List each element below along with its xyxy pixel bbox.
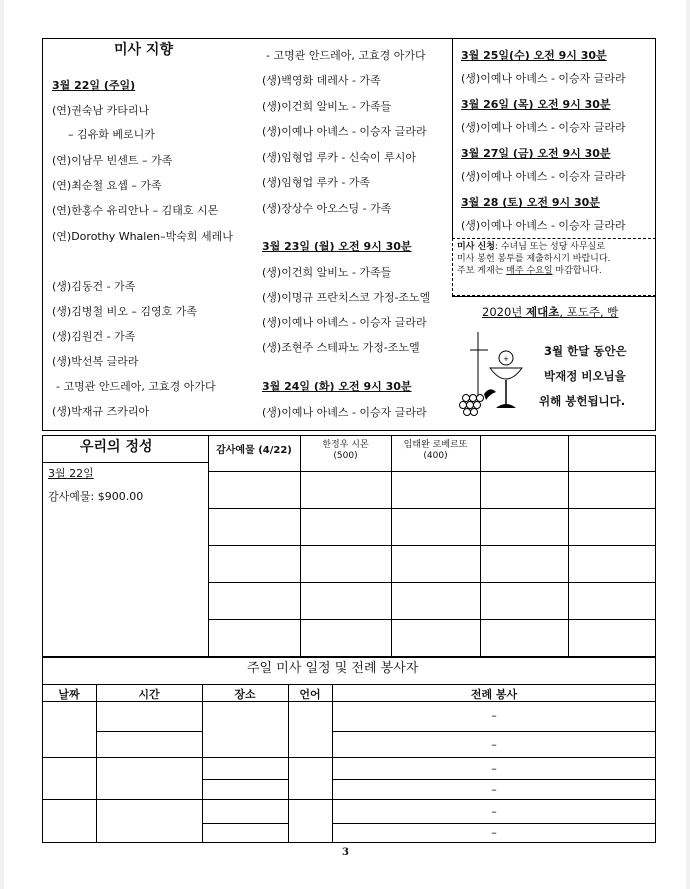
- donation-amount: 감사예물: $900.00: [48, 490, 144, 503]
- donations-title: 우리의 정성: [80, 439, 153, 455]
- mass-intention-line: (생)임형업 루카 - 신숙이 루시아: [262, 151, 417, 164]
- svg-text:+: +: [503, 355, 509, 363]
- mass-intention-line: (생)장상수 아오스딩 - 가족: [262, 202, 392, 215]
- mass-date-heading: 3월 23일 (월) 오전 9시 30분: [262, 240, 412, 253]
- mass-intention-line: (생)김원건 - 가족: [52, 330, 136, 343]
- mass-intention-line: (연)최순철 요셉 – 가족: [52, 179, 162, 192]
- schedule-header-language: 언어: [299, 688, 321, 701]
- mass-intention-line: (생)이예나 아녜스 - 이승자 글라라: [262, 406, 427, 419]
- ministry-dash: –: [491, 709, 497, 722]
- mass-intention-line: (생)박재규 즈카리아: [52, 405, 150, 418]
- ministry-dash: –: [491, 783, 497, 796]
- mass-date-heading: 3월 28 (토) 오전 9시 30분: [461, 196, 600, 209]
- mass-date-heading: 3월 24일 (화) 오전 9시 30분: [262, 380, 412, 393]
- donations-section: [42, 435, 656, 657]
- mass-intention-line: (생)이명규 프란치스코 가정-조노엘: [262, 291, 431, 304]
- mass-intention-line: (연)Dorothy Whalen–박숙희 세레나: [52, 230, 233, 243]
- mass-intention-line: (생)조현주 스테파노 가정-조노엘: [262, 341, 420, 354]
- offering-line-1: 3월 한달 동안은: [544, 344, 627, 358]
- mass-intention-line: - 고명관 안드레아, 고효경 아가다: [56, 380, 216, 393]
- mass-request-notice: 미사 신청: 수녀님 또는 성당 사무실로 미사 봉헌 봉투를 제출하시기 바랍니다. 주보 게재는 매주 수요일 마감합니다.: [452, 238, 656, 296]
- mass-intention-line: (생)이건희 알비노 - 가족들: [262, 266, 392, 279]
- mass-intention-line: (생)박선복 글라라: [52, 355, 139, 368]
- mass-intention-line: (생)이예나 아녜스 - 이승자 글라라: [461, 121, 626, 134]
- ministry-dash: –: [491, 826, 497, 839]
- mass-intention-line: (생)이예나 아녜스 - 이승자 글라라: [262, 125, 427, 138]
- offering-line-3: 위해 봉헌됩니다.: [539, 394, 626, 408]
- ministry-dash: –: [491, 762, 497, 775]
- mass-date-heading: 3월 22일 (주일): [52, 79, 136, 92]
- mass-intention-line: (생)임형업 루카 - 가족: [262, 176, 371, 189]
- mass-date-heading: 3월 25일(수) 오전 9시 30분: [461, 49, 607, 62]
- schedule-title: 주일 미사 일정 및 전례 봉사자: [247, 661, 419, 676]
- mass-intention-line: (연)권숙남 카타리나: [52, 104, 150, 117]
- mass-intention-line: (생)김동건 - 가족: [52, 280, 136, 293]
- mass-intention-line: (연)이남무 빈센트 – 가족: [52, 154, 173, 167]
- ministry-dash: –: [491, 805, 497, 818]
- page-number: 3: [342, 847, 349, 858]
- mass-intention-line: (생)백영화 데레사 - 가족: [262, 74, 381, 87]
- schedule-header-time: 시간: [138, 688, 160, 701]
- mass-intention-line: - 고명관 안드레아, 고효경 아가다: [266, 49, 426, 62]
- offering-title: 2020년 제대초, 포도주, 빵: [482, 305, 619, 319]
- offering-line-2: 박재정 비오님을: [544, 369, 626, 383]
- bulletin-page: [4, 0, 686, 889]
- mass-date-heading: 3월 26일 (목) 오전 9시 30분: [461, 98, 611, 111]
- schedule-header-ministry: 전례 봉사: [470, 688, 518, 701]
- mass-intention-line: – 김유화 베로니카: [68, 128, 155, 141]
- donation-header-3: 임태완 로베르또 (400): [403, 440, 468, 461]
- mass-intention-line: (생)이예나 아녜스 - 이승자 글라라: [461, 170, 626, 183]
- schedule-header-date: 날짜: [58, 688, 80, 701]
- ministry-dash: –: [491, 738, 497, 751]
- mass-intention-line: (생)이예나 아녜스 - 이승자 글라라: [262, 316, 427, 329]
- donation-date: 3월 22일: [48, 467, 94, 480]
- mass-intention-line: (생)이건희 알비노 - 가족들: [262, 100, 392, 113]
- schedule-header-place: 장소: [234, 688, 256, 701]
- mass-intention-line: (연)한홍수 유리안나 – 김태호 시몬: [52, 204, 219, 217]
- chalice-grapes-icon: [456, 328, 528, 418]
- donation-header-2: 한정우 시몬 (500): [322, 440, 369, 461]
- mass-intention-line: (생)김병철 비오 – 김영호 가족: [52, 305, 197, 318]
- mass-intention-line: (생)이예나 아녜스 - 이승자 글라라: [461, 72, 626, 85]
- mass-intention-line: (생)이예나 아녜스 - 이승자 글라라: [461, 219, 626, 232]
- donation-header-1: 감사예물 (4/22): [216, 445, 292, 456]
- mass-intentions-title: 미사 지향: [114, 42, 173, 58]
- mass-date-heading: 3월 27일 (금) 오전 9시 30분: [461, 147, 611, 160]
